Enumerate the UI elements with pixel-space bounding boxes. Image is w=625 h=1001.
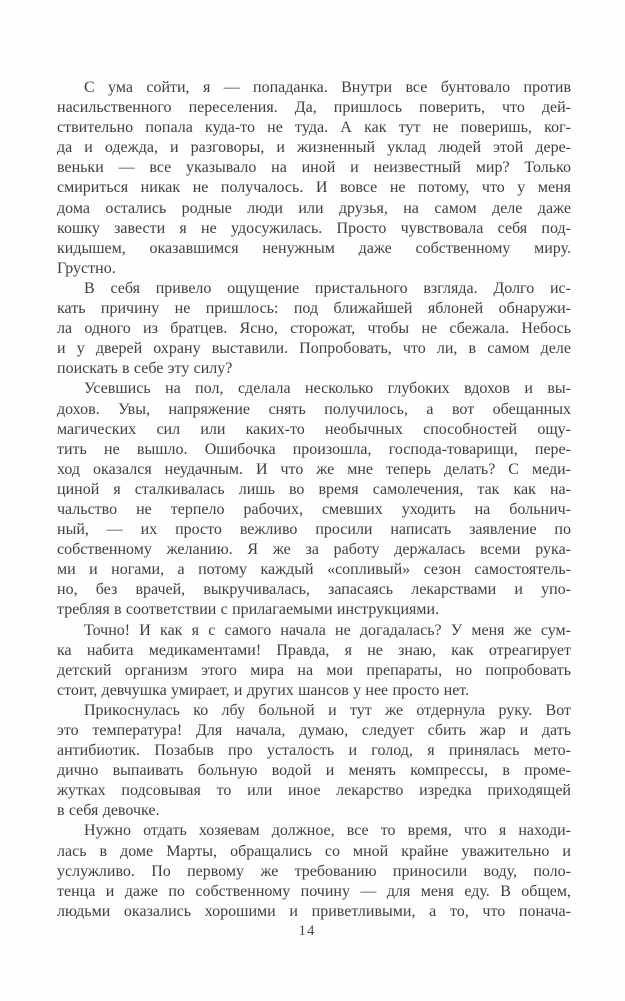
text-line: С ума сойти, я — попаданка. Внутри все бунтовало против bbox=[84, 79, 571, 96]
text-line: В себя привело ощущение пристального взгляда. Долго ис- bbox=[84, 279, 571, 297]
text-line: ход оказался неудачным. И что же мне теперь делать? С меди- bbox=[57, 460, 571, 478]
text-line: Грустно. bbox=[57, 259, 116, 277]
text-line: да и одежда, и разговоры, и жизненный уклад людей этой дере- bbox=[57, 139, 571, 157]
text-line: Прикоснулась ко лбу больной и тут же отдернула руку. Вот bbox=[84, 701, 571, 719]
text-line: но, без врачей, выкручивалась, запасаясь лекарствами и упо- bbox=[57, 581, 571, 599]
text-line: чальство не терпело рабочих, смевших уходить на больнич- bbox=[57, 500, 571, 518]
text-line: ка набита медикаментами! Правда, я не знаю, как отреагирует bbox=[57, 641, 571, 659]
text-line: Точно! И как я с самого начала не догадалась? У меня же сум- bbox=[84, 621, 571, 639]
text-line: поискать в себе эту силу? bbox=[57, 360, 233, 378]
paragraph bbox=[57, 701, 571, 822]
paragraph bbox=[57, 78, 571, 279]
text-line: дохов. Увы, напряжение снять получилось, а вот обещанных bbox=[57, 400, 571, 418]
text-line: дома остались родные люди или друзья, на самом деле даже bbox=[57, 199, 571, 217]
text-line: требляя в соответствии с прилагаемыми инструкциями. bbox=[57, 601, 440, 619]
text-line: ствительно попала куда-то не туда. А как тут не поверишь, ког- bbox=[57, 119, 571, 137]
text-line: Усевшись на пол, сделала несколько глубоких вдохов и вы- bbox=[84, 380, 571, 398]
text-line: лась в доме Марты, обращались со мной крайне уважительно и bbox=[57, 842, 571, 860]
text-line: в себя девочке. bbox=[57, 802, 160, 820]
text-line: кидышем, оказавшимся ненужным даже собственному миру. bbox=[57, 239, 571, 257]
text-line: тенца и даже по собственному почину — для меня еду. В общем, bbox=[57, 882, 571, 900]
text-line: циной я сталкивалась лишь во время самолечения, так как на- bbox=[57, 480, 571, 498]
text-line: антибиотик. Позабыв про усталость и голод, я принялась мето- bbox=[57, 742, 571, 760]
text-line: тить не вышло. Ошибочка произошла, господа-товарищи, пере- bbox=[57, 440, 571, 458]
text-line: это температура! Для начала, думаю, следует сбить жар и дать bbox=[57, 722, 571, 739]
text-line: и у дверей охрану выставили. Попробовать, что ли, в самом деле bbox=[57, 340, 571, 358]
text-column bbox=[57, 78, 571, 922]
text-line: жутках подсовывая то или иное лекарство изредка приходящей bbox=[57, 782, 571, 800]
text-line: ми и ногами, а потому каждый «сопливый» сезон самостоятель- bbox=[57, 561, 571, 579]
text-line: кошку завести я не удосужилась. Просто чувствовала себя под- bbox=[57, 219, 571, 237]
text-line: дично выпаивать больную водой и менять компрессы, в проме- bbox=[57, 762, 571, 780]
text-line: смириться никак не получалось. И вовсе не потому, что у меня bbox=[57, 179, 571, 197]
page-number: 14 bbox=[298, 923, 316, 939]
text-line: услужливо. По первому же требованию приносили воду, поло- bbox=[57, 862, 571, 880]
text-line: детский организм этого мира на мои препараты, но попробовать bbox=[57, 661, 571, 679]
text-line: кать причину не пришлось: под ближайшей яблоней обнаружи- bbox=[57, 300, 571, 318]
paragraph bbox=[57, 621, 571, 701]
text-line: насильственного переселения. Да, пришлось поверить, что дей- bbox=[57, 99, 571, 117]
text-line: Нужно отдать хозяевам должное, все то время, что я находи- bbox=[84, 822, 571, 840]
paragraph bbox=[57, 379, 571, 620]
text-line: людьми оказались хорошими и приветливыми, а то, что понача- bbox=[57, 902, 571, 920]
paragraph bbox=[57, 821, 571, 921]
paragraph bbox=[57, 279, 571, 379]
text-line: стоит, девчушка умирает, и других шансов у нее просто нет. bbox=[57, 681, 470, 699]
text-line: ный, — их просто вежливо просили написать заявление по bbox=[57, 521, 571, 539]
text-line: ла одного из братцев. Ясно, сторожат, чтобы не сбежала. Небось bbox=[57, 320, 571, 338]
text-line: собственному желанию. Я же за работу держалась всеми рука- bbox=[57, 541, 571, 559]
text-line: магических сил или каких-то необычных способностей ощу- bbox=[57, 420, 571, 438]
text-line: веньки — все указывало на иной и неизвестный мир? Только bbox=[57, 159, 571, 177]
